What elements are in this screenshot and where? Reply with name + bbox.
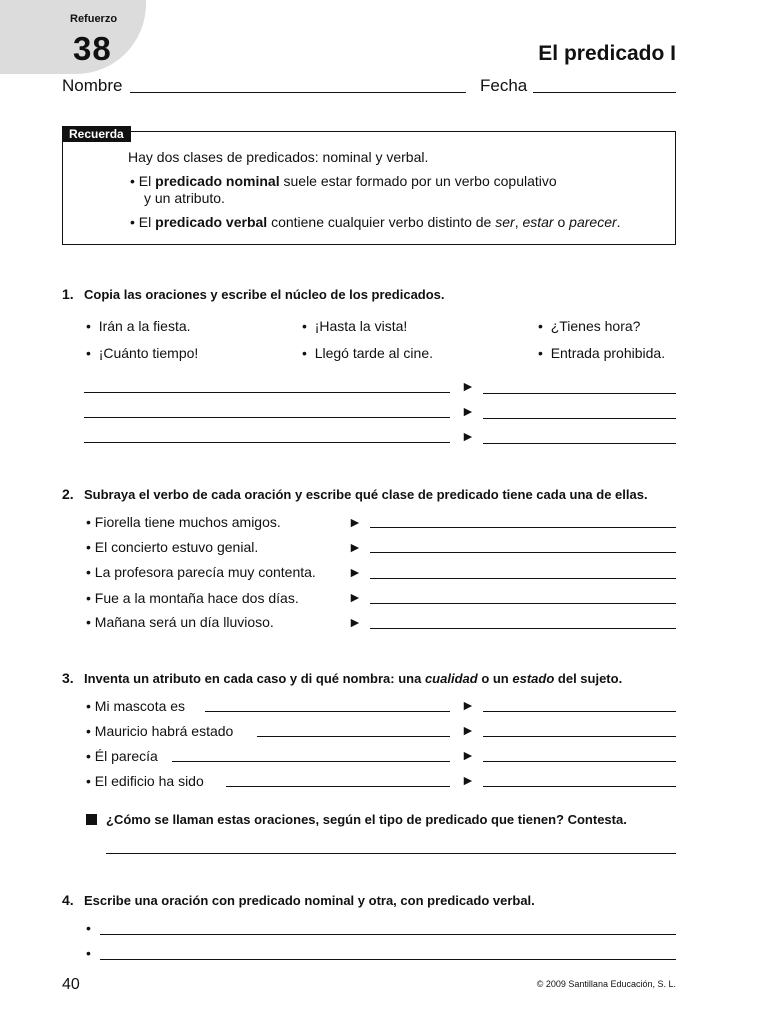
recuerda-bullet-2 <box>130 214 621 230</box>
arrow-icon: ► <box>461 697 475 713</box>
ex2-item: • Fue a la montaña hace dos días. <box>86 590 299 606</box>
recuerda-bullet-1 <box>130 173 557 189</box>
text: , <box>514 214 523 230</box>
text: contiene cualquier verbo distinto de <box>267 214 496 230</box>
ex3-question-answer-line[interactable] <box>106 853 676 854</box>
ex1-nucleus-line[interactable] <box>483 443 676 444</box>
ex3-item: • El edificio ha sido <box>86 773 204 789</box>
ex3-answer-line[interactable] <box>483 761 676 762</box>
arrow-icon: ► <box>461 722 475 738</box>
recuerda-tag: Recuerda <box>62 126 131 142</box>
ex1-item: • ¿Tienes hora? <box>538 318 641 334</box>
ex1-nucleus-line[interactable] <box>483 418 676 419</box>
term-estado: estado <box>512 671 555 686</box>
text: El <box>138 173 156 189</box>
text: del sujeto. <box>554 671 623 686</box>
ex4-instruction: Escribe una oración con predicado nominal y otra, con predicado verbal. <box>84 893 535 908</box>
text: . <box>616 214 621 230</box>
ex1-instruction: Copia las oraciones y escribe el núcleo de los predicados. <box>84 287 445 302</box>
ex3-item: • Él parecía <box>86 748 158 764</box>
ex2-answer-line[interactable] <box>370 603 676 604</box>
ex3-item: • Mi mascota es <box>86 698 186 714</box>
ex3-item-text: Mauricio habrá estado <box>94 723 234 739</box>
ex3-instruction <box>84 671 622 686</box>
ex3-attribute-line[interactable] <box>226 786 450 787</box>
ex1-item-text: Irán a la fiesta. <box>98 318 191 334</box>
bullet: • <box>130 214 135 230</box>
ex1-item: • Llegó tarde al cine. <box>302 345 433 361</box>
name-label: Nombre <box>62 76 123 95</box>
unit-number: 38 <box>73 30 112 67</box>
arrow-icon: ► <box>348 589 362 605</box>
ex1-nucleus-line[interactable] <box>483 393 676 394</box>
arrow-icon: ► <box>461 772 475 788</box>
ex1-item-text: ¿Tienes hora? <box>550 318 641 334</box>
ex1-item-text: ¡Hasta la vista! <box>314 318 408 334</box>
page-number: 40 <box>62 976 80 993</box>
ex3-question: ¿Cómo se llaman estas oraciones, según el tipo de predicado que tienen? Contesta. <box>106 812 627 827</box>
ex3-item-text: Mi mascota es <box>94 698 186 714</box>
ex1-item: • Irán a la fiesta. <box>86 318 191 334</box>
ex2-item: • La profesora parecía muy contenta. <box>86 564 316 580</box>
ex4-answer-line[interactable] <box>100 934 676 935</box>
ex2-item-text: La profesora parecía muy contenta. <box>94 564 316 580</box>
ex3-attribute-line[interactable] <box>257 736 450 737</box>
copyright: © 2009 Santillana Educación, S. L. <box>536 979 676 989</box>
ex1-number: 1. <box>62 286 74 302</box>
bullet: • <box>130 173 135 189</box>
ex1-answer-line[interactable] <box>84 417 450 418</box>
ex2-item-text: Fiorella tiene muchos amigos. <box>94 514 281 530</box>
ex3-attribute-line[interactable] <box>205 711 450 712</box>
ex3-answer-line[interactable] <box>483 736 676 737</box>
ex2-instruction: Subraya el verbo de cada oración y escribe qué clase de predicado tiene cada una de ellas. <box>84 487 648 502</box>
ex3-answer-line[interactable] <box>483 786 676 787</box>
recuerda-bullet-1-cont: y un atributo. <box>144 190 225 206</box>
date-label: Fecha <box>480 76 528 95</box>
term-nominal: predicado nominal <box>155 173 280 189</box>
ex1-item: • Entrada prohibida. <box>538 345 666 361</box>
text: El <box>138 214 156 230</box>
arrow-icon: ► <box>348 614 362 630</box>
ex4-number: 4. <box>62 892 74 908</box>
ex2-answer-line[interactable] <box>370 527 676 528</box>
ex1-item: • ¡Cuánto tiempo! <box>86 345 199 361</box>
ex3-attribute-line[interactable] <box>172 761 450 762</box>
ex2-item: • El concierto estuvo genial. <box>86 539 259 555</box>
term-verbal: predicado verbal <box>155 214 268 230</box>
ex4-answer-line[interactable] <box>100 959 676 960</box>
square-bullet-icon <box>86 814 97 825</box>
text: suele estar formado por un verbo copulativo <box>279 173 557 189</box>
text: Inventa un atributo en cada caso y di qué nombra: una <box>84 671 425 686</box>
arrow-icon: ► <box>348 514 362 530</box>
ex3-item-text: El edificio ha sido <box>94 773 204 789</box>
bullet: • <box>86 945 91 961</box>
ex2-answer-line[interactable] <box>370 552 676 553</box>
ex3-item: • Mauricio habrá estado <box>86 723 234 739</box>
ex3-item-text: Él parecía <box>94 748 158 764</box>
ex2-item-text: Fue a la montaña hace dos días. <box>94 590 299 606</box>
ex2-item: • Fiorella tiene muchos amigos. <box>86 514 281 530</box>
unit-label: Refuerzo <box>70 13 118 25</box>
ex1-item-text: Llegó tarde al cine. <box>314 345 433 361</box>
ex1-answer-line[interactable] <box>84 442 450 443</box>
arrow-icon: ► <box>461 747 475 763</box>
verb-estar: estar <box>522 214 554 230</box>
text: o <box>553 214 570 230</box>
arrow-icon: ► <box>461 403 475 419</box>
ex2-item-text: El concierto estuvo genial. <box>94 539 259 555</box>
ex3-answer-line[interactable] <box>483 711 676 712</box>
arrow-icon: ► <box>348 564 362 580</box>
recuerda-intro: Hay dos clases de predicados: nominal y verbal. <box>128 149 429 165</box>
ex2-item-text: Mañana será un día lluvioso. <box>94 614 274 630</box>
arrow-icon: ► <box>461 428 475 444</box>
ex2-answer-line[interactable] <box>370 578 676 579</box>
ex2-answer-line[interactable] <box>370 628 676 629</box>
ex1-item-text: Entrada prohibida. <box>550 345 666 361</box>
verb-parecer: parecer <box>569 214 617 230</box>
ex2-item: • Mañana será un día lluvioso. <box>86 614 274 630</box>
ex1-item: • ¡Hasta la vista! <box>302 318 408 334</box>
text: o un <box>477 671 513 686</box>
name-field-line[interactable] <box>130 92 466 93</box>
arrow-icon: ► <box>348 539 362 555</box>
ex1-item-text: ¡Cuánto tiempo! <box>98 345 199 361</box>
ex1-answer-line[interactable] <box>84 392 450 393</box>
ex2-number: 2. <box>62 486 74 502</box>
term-cualidad: cualidad <box>424 671 478 686</box>
page-title: El predicado I <box>538 42 676 65</box>
ex3-number: 3. <box>62 670 74 686</box>
verb-ser: ser <box>495 214 515 230</box>
arrow-icon: ► <box>461 378 475 394</box>
bullet: • <box>86 920 91 936</box>
date-field-line[interactable] <box>533 92 676 93</box>
